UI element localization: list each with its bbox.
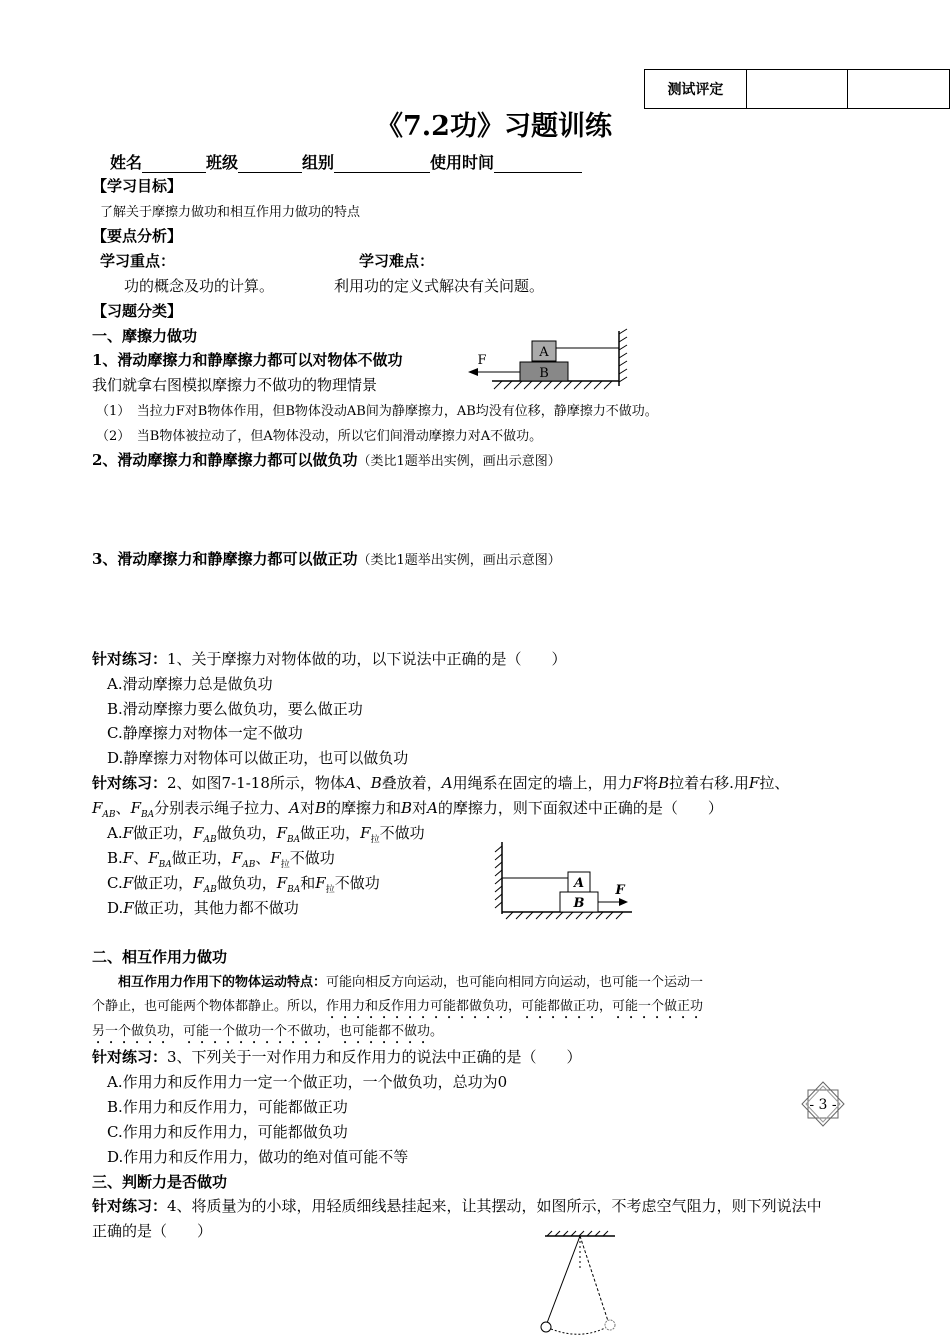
grade-table [644, 69, 950, 109]
friction-figure-1 [462, 328, 642, 396]
sec2-title: 二、相互作用力做功 [92, 948, 228, 966]
p1-title: 1、滑动摩擦力和静摩擦力都可以对物体不做功 [92, 351, 403, 369]
categories-header: 【习题分类】 [92, 302, 183, 320]
q3-option-b[interactable]: B.作用力和反作用力，可能都做正功 [107, 1098, 348, 1116]
q1-option-a[interactable]: A.滑动摩擦力总是做负功 [107, 675, 273, 693]
sec2-line2: 个静止，也可能两个物体都静止。所以，作用力和反作用力可能都做负功，可能都做正功，可能一个做正功 [92, 999, 704, 1014]
q1-stem: 针对练习：1、关于摩擦力对物体做的功，以下说法中正确的是（ ） [92, 650, 567, 668]
fig2-label-a: A [573, 876, 585, 891]
analysis-header: 【要点分析】 [92, 227, 183, 245]
pendulum-ball-ghost [605, 1320, 615, 1330]
q4-stem-line1: 针对练习：4、将质量为的小球，用轻质细线悬挂起来，让其摆动，如图所示，不考虑空气阻力，则下列说法中 [92, 1197, 822, 1215]
grade-cell-2 [848, 70, 950, 109]
key-text: 功的概念及功的计算。 [124, 277, 275, 295]
fig2-label-f: F [615, 883, 625, 898]
key-label: 学习重点： [100, 252, 176, 270]
goals-header: 【学习目标】 [92, 177, 183, 195]
group-blank[interactable] [334, 157, 430, 173]
hard-text: 利用功的定义式解决有关问题。 [334, 277, 545, 295]
goals-text: 了解关于摩擦力做功和相互作用力做功的特点 [100, 205, 361, 220]
q2-stem-line1: 针对练习：2、如图7-1-18所示，物体A、B叠放着，A用绳系在固定的墙上，用力F将B拉着右移.用F拉、 [92, 774, 790, 792]
sec1-title: 一、摩擦力做功 [92, 327, 198, 345]
p1-item1: （1） 当拉力F对B物体作用，但B物体没动AB间为静摩擦力，AB均没有位移，静摩擦力不做功。 [96, 404, 658, 419]
q4-stem-line2: 正确的是（ ） [92, 1222, 213, 1240]
fig1-label-b: B [539, 366, 549, 381]
q2-stem-line2: $F_{AB}$、$F_{BA}$分别表示绳子拉力、A对B的摩擦力和B对A的摩擦力，则下面叙述中正确的是（ ） [92, 799, 723, 820]
p3-line [92, 548, 561, 569]
page-title: 《7.2功》习题训练 [376, 111, 612, 142]
fig1-label-a: A [539, 345, 549, 360]
p1-line: 我们就拿右图模拟摩擦力不做功的物理情景 [92, 376, 378, 394]
q3-option-d[interactable]: D.作用力和反作用力，做功的绝对值可能不等 [107, 1148, 409, 1166]
fig2-label-b: B [573, 896, 585, 911]
page-number: - 3 - [809, 1097, 837, 1113]
p2-title: 2、滑动摩擦力和静摩擦力都可以做负功 [92, 451, 358, 469]
q2-option-b[interactable]: B.F、$F_{BA}$做正功，$F_{AB}$、$F_拉$不做功 [107, 849, 335, 870]
p2-line [92, 449, 561, 470]
pendulum-ball [541, 1322, 551, 1332]
grade-cell-1 [746, 70, 848, 109]
fig1-label-f: F [477, 353, 487, 368]
q1-option-b[interactable]: B.滑动摩擦力要么做负功，要么做正功 [107, 700, 363, 718]
q2-option-c[interactable]: C.F做正功，$F_{AB}$做负功，$F_{BA}$和$F_拉$不做功 [107, 874, 380, 895]
p3-title: 3、滑动摩擦力和静摩擦力都可以做正功 [92, 550, 358, 568]
p2-note: （类比1题举出实例，画出示意图） [357, 454, 561, 469]
pendulum-figure [535, 1228, 625, 1338]
info-time: 使用时间 [430, 153, 495, 172]
friction-figure-2 [492, 840, 642, 920]
info-name: 姓名 [110, 153, 143, 172]
class-blank[interactable] [238, 157, 302, 173]
q3-stem: 针对练习：3、下列关于一对作用力和反作用力的说法中正确的是（ ） [92, 1048, 582, 1066]
grade-label: 测试评定 [645, 70, 747, 109]
q2-option-d[interactable]: D.F做正功，其他力都不做功 [107, 899, 299, 917]
time-blank[interactable] [494, 157, 582, 173]
p3-note: （类比1题举出实例，画出示意图） [357, 553, 561, 568]
sec2-line3: 另一个做负功，可能一个做功一个不做功，也可能都不做功。 [92, 1024, 444, 1039]
info-line [110, 150, 582, 173]
info-class: 班级 [206, 153, 239, 172]
p1-item2: （2） 当B物体被拉动了，但A物体没动，所以它们间滑动摩擦力对A不做功。 [96, 429, 543, 444]
q3-option-a[interactable]: A.作用力和反作用力一定一个做正功，一个做负功，总功为0 [107, 1073, 508, 1091]
sec3-title: 三、判断力是否做功 [92, 1173, 228, 1191]
q1-option-d[interactable]: D.静摩擦力对物体可以做正功，也可以做负功 [107, 749, 409, 767]
page-number-badge [800, 1080, 846, 1128]
q3-option-c[interactable]: C.作用力和反作用力，可能都做负功 [107, 1123, 348, 1141]
q2-option-a[interactable]: A.F做正功，$F_{AB}$做负功，$F_{BA}$做正功，$F_拉$不做功 [107, 824, 425, 845]
name-blank[interactable] [142, 157, 206, 173]
hard-label: 学习难点： [359, 252, 435, 270]
sec2-line1: 相互作用力作用下的物体运动特点：可能向相反方向运动，也可能向相同方向运动，也可能一个运动一 [118, 975, 704, 990]
info-group: 组别 [302, 153, 335, 172]
q1-option-c[interactable]: C.静摩擦力对物体一定不做功 [107, 724, 303, 742]
q1-prefix: 针对练习： [92, 650, 168, 668]
